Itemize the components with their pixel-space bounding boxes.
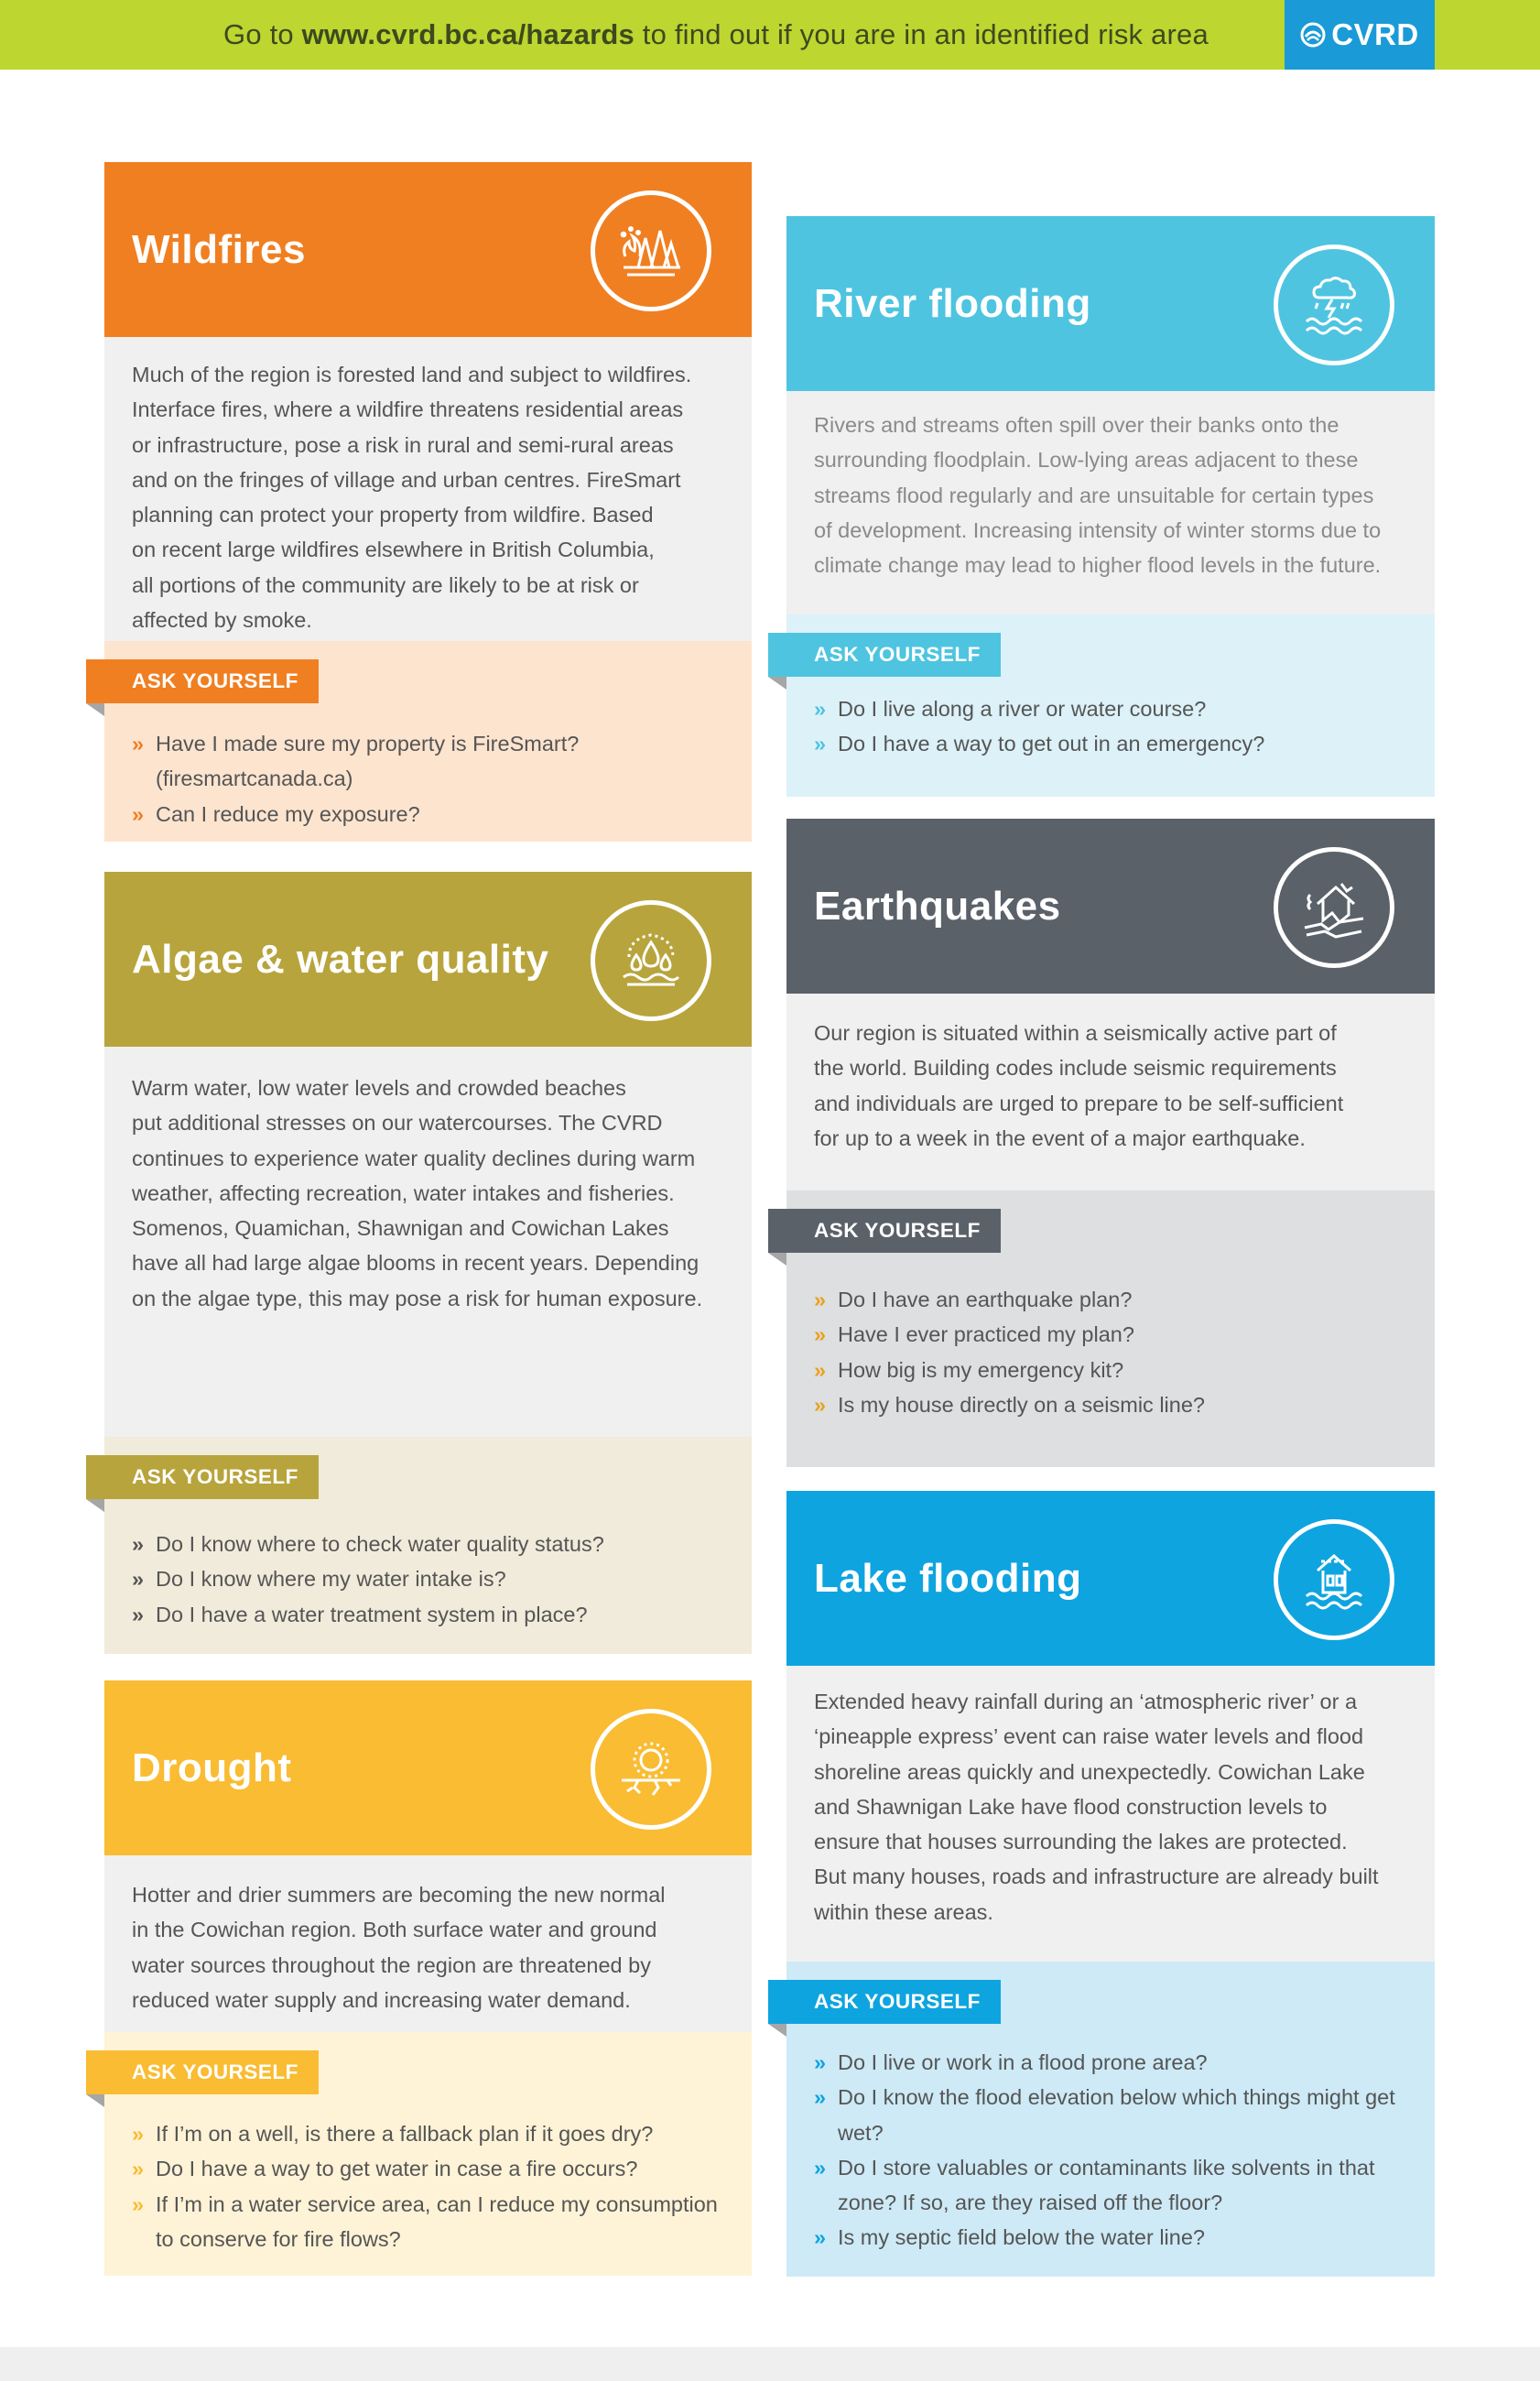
- body-line: have all had large algae blooms in recent years. Depending: [132, 1251, 700, 1276]
- body-line: Warm water, low water levels and crowded beaches: [132, 1076, 626, 1100]
- card-body: [104, 1855, 752, 2032]
- ask-yourself-tag: ASK YOURSELF: [86, 2050, 319, 2094]
- list-item: » Do I have a way to get out in an emergency?: [814, 726, 1413, 761]
- drought-card: [104, 1680, 752, 2276]
- ask-yourself-tag: ASK YOURSELF: [768, 1980, 1001, 2024]
- logo-text: CVRD: [1331, 17, 1419, 51]
- list-item: » Do I live or work in a flood prone area?: [814, 2045, 1413, 2080]
- body-line: ensure that houses surrounding the lakes are protected.: [814, 1830, 1348, 1854]
- list-item: » Do I know where my water intake is?: [132, 1561, 730, 1596]
- body-line: affected by smoke.: [132, 608, 312, 633]
- list-item: » Do I have a way to get water in case a fire occurs?: [132, 2151, 730, 2186]
- list-item: » Do I know where to check water quality status?: [132, 1527, 730, 1561]
- body-line: put additional stresses on our watercourses. The CVRD: [132, 1111, 663, 1136]
- body-line: of development. Increasing intensity of winter storms due to: [814, 517, 1382, 542]
- ask-yourself-tag: ASK YOURSELF: [768, 1209, 1001, 1253]
- body-line: and Shawnigan Lake have flood construction levels to: [814, 1794, 1328, 1819]
- card-title: Earthquakes: [814, 883, 1061, 929]
- body-line: weather, affecting recreation, water intakes and fisheries.: [132, 1180, 675, 1205]
- body-line: Hotter and drier summers are becoming the new normal: [132, 1883, 666, 1907]
- body-line: Much of the region is forested land and subject to wildfires.: [132, 363, 692, 386]
- body-line: the world. Building codes include seismic requirements: [814, 1056, 1337, 1081]
- body-line: all portions of the community are likely to be at risk or: [132, 572, 639, 597]
- list-item: » Do I store valuables or contaminants like solvents in that zone? If so, are they raised off the floor?: [814, 2150, 1413, 2221]
- body-line: and individuals are urged to prepare to be self-sufficient: [814, 1091, 1344, 1115]
- cvrd-logo[interactable]: [1285, 0, 1435, 70]
- list-item: » Do I have an earthquake plan?: [814, 1282, 1413, 1317]
- card-title: Drought: [132, 1745, 292, 1790]
- card-body: [786, 391, 1435, 614]
- river-flooding-card: [786, 216, 1435, 797]
- list-item: » How big is my emergency kit?: [814, 1353, 1413, 1387]
- body-line: water sources throughout the region are threatened by: [132, 1952, 651, 1977]
- water-drops-icon: [591, 900, 711, 1021]
- top-banner: [0, 0, 1540, 70]
- list-item: » Is my septic field below the water line?: [814, 2220, 1413, 2255]
- lake-flooding-card: [786, 1491, 1435, 2277]
- ask-list: [814, 691, 1413, 762]
- list-item: » Can I reduce my exposure?: [132, 797, 730, 832]
- ask-yourself-section: [786, 1190, 1435, 1467]
- body-line: surrounding floodplain. Low-lying areas adjacent to these: [814, 448, 1359, 473]
- card-title: River flooding: [814, 280, 1091, 326]
- list-item: » Is my house directly on a seismic line?: [814, 1387, 1413, 1422]
- card-body: [104, 1047, 752, 1437]
- body-line: Somenos, Quamichan, Shawnigan and Cowichan Lakes: [132, 1216, 669, 1241]
- ask-yourself-section: [104, 1437, 752, 1654]
- body-line: reduced water supply and increasing water demand.: [132, 1987, 631, 2012]
- list-item: » Do I have a water treatment system in place?: [132, 1597, 730, 1632]
- body-line: or infrastructure, pose a risk in rural and semi-rural areas: [132, 432, 674, 457]
- body-line: on the algae type, this may pose a risk for human exposure.: [132, 1286, 703, 1310]
- banner-suffix: to find out if you are in an identified risk area: [634, 18, 1209, 50]
- footer-strip: [0, 2347, 1540, 2381]
- forest-fire-icon: [591, 190, 711, 311]
- list-item: » If I’m on a well, is there a fallback plan if it goes dry?: [132, 2116, 730, 2151]
- body-line: and on the fringes of village and urban centres. FireSmart: [132, 467, 681, 492]
- ask-yourself-tag: ASK YOURSELF: [86, 1455, 319, 1499]
- firesmart-link[interactable]: (firesmartcanada.ca): [156, 766, 353, 791]
- body-line: Interface fires, where a wildfire threatens residential areas: [132, 397, 684, 422]
- cvrd-leaf-icon: [1300, 22, 1326, 48]
- body-line: within these areas.: [814, 1899, 993, 1924]
- ask-yourself-tag: ASK YOURSELF: [768, 633, 1001, 677]
- storm-flood-icon: [1274, 245, 1394, 365]
- ask-list: [132, 2116, 730, 2256]
- banner-prefix: Go to: [223, 18, 302, 50]
- ask-yourself-section: [104, 641, 752, 842]
- body-line: Extended heavy rainfall during an ‘atmospheric river’ or a: [814, 1690, 1358, 1713]
- list-item: » Have I ever practiced my plan?: [814, 1317, 1413, 1352]
- card-header: [786, 216, 1435, 391]
- card-header: [104, 1680, 752, 1855]
- body-line: streams flood regularly and are unsuitable for certain types: [814, 483, 1374, 507]
- card-header: [786, 819, 1435, 994]
- ask-yourself-section: [786, 1962, 1435, 2277]
- earthquakes-card: [786, 819, 1435, 1467]
- ask-list: [814, 1282, 1413, 1422]
- list-item: » If I’m in a water service area, can I reduce my consumption to conserve for fire flows?: [132, 2187, 730, 2257]
- ask-yourself-section: [786, 614, 1435, 797]
- list-item: » Have I made sure my property is FireSmart? (firesmartcanada.ca): [132, 726, 730, 797]
- flooded-house-icon: [1274, 1519, 1394, 1640]
- ask-list: [132, 726, 730, 832]
- hazards-link[interactable]: www.cvrd.bc.ca/hazards: [301, 18, 634, 50]
- card-title: Lake flooding: [814, 1555, 1082, 1601]
- body-line: Our region is situated within a seismically active part of: [814, 1021, 1337, 1045]
- collapsing-house-icon: [1274, 847, 1394, 968]
- ask-yourself-tag: ASK YOURSELF: [86, 659, 319, 703]
- card-header: [104, 872, 752, 1047]
- ask-yourself-section: [104, 2032, 752, 2276]
- card-body: [786, 994, 1435, 1190]
- body-line: But many houses, roads and infrastructure are already built: [814, 1865, 1379, 1889]
- ask-list: [132, 1527, 730, 1632]
- card-title: Algae & water quality: [132, 936, 549, 982]
- list-item: » Do I know the flood elevation below which things might get wet?: [814, 2080, 1413, 2150]
- body-line: Rivers and streams often spill over their banks onto the: [814, 413, 1339, 437]
- body-line: planning can protect your property from wildfire. Based: [132, 503, 654, 527]
- body-line: shoreline areas quickly and unexpectedly. Cowichan Lake: [814, 1759, 1365, 1784]
- card-header: [786, 1491, 1435, 1666]
- body-line: for up to a week in the event of a major earthquake.: [814, 1125, 1306, 1150]
- list-item: » Do I live along a river or water course?: [814, 691, 1413, 726]
- wildfires-card: [104, 162, 752, 842]
- card-header: [104, 162, 752, 337]
- card-title: Wildfires: [132, 226, 306, 272]
- ask-list: [814, 2045, 1413, 2256]
- body-line: on recent large wildfires elsewhere in British Columbia,: [132, 538, 655, 562]
- sun-cracked-ground-icon: [591, 1709, 711, 1830]
- body-line: climate change may lead to higher flood levels in the future.: [814, 553, 1382, 578]
- card-body: [786, 1666, 1435, 1962]
- algae-water-quality-card: [104, 872, 752, 1654]
- body-line: continues to experience water quality declines during warm: [132, 1146, 696, 1170]
- banner-message: [223, 18, 1209, 51]
- body-line: ‘pineapple express’ event can raise water levels and flood: [814, 1724, 1364, 1749]
- body-line: in the Cowichan region. Both surface water and ground: [132, 1918, 657, 1942]
- card-body: [104, 337, 752, 641]
